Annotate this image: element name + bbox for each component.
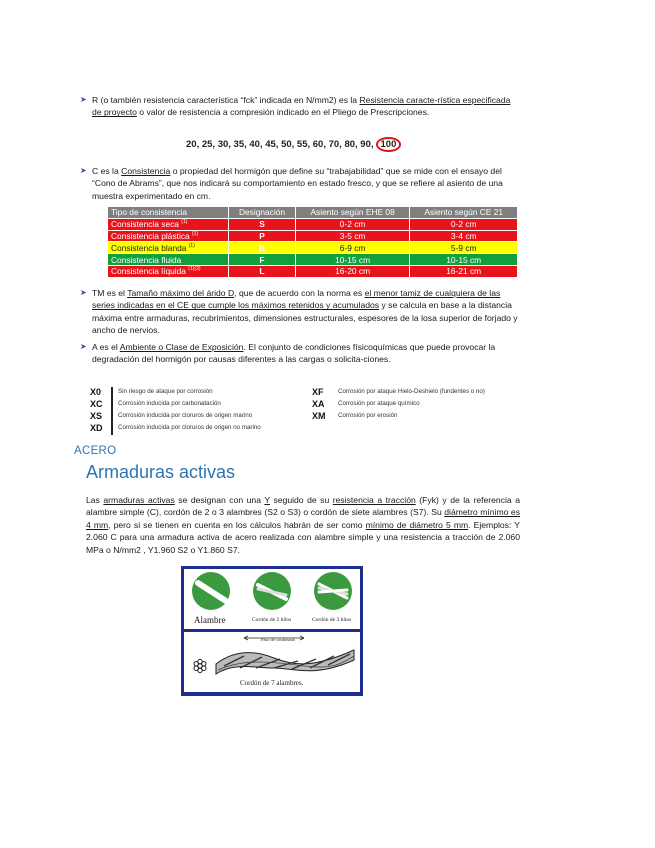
table-row (108, 265, 518, 277)
strength-values: 20, 25, 30, 35, 40, 45, 50, 55, 60, 70, 80, 90, (186, 139, 374, 150)
exposure-code: XD (90, 423, 103, 433)
type-cell: Consistencia plástica $^{(1)}$ (108, 230, 229, 242)
table-row (108, 230, 518, 242)
table-row (108, 218, 518, 230)
type-cell: Consistencia seca $^{(1)}$ (108, 218, 229, 230)
text: TM es el (92, 288, 128, 298)
circled-value: 100 (376, 137, 402, 152)
exposure-desc: Corrosión por ataque Hielo-Deshielo (fundentes o no) (338, 388, 485, 395)
code-cell: L (229, 265, 296, 277)
label-cordon-2: Cordón de 2 hilos (252, 617, 292, 623)
tendon-figure (181, 566, 363, 696)
underlined-term: Tamaño máximo del árido D (127, 288, 235, 298)
label-cordon-3: Cordón de 3 hilos (312, 617, 352, 623)
exposure-desc: Corrosión por ataque químico (338, 400, 420, 407)
figure-top-panel (184, 569, 360, 629)
header-cell: Tipo de consistencia (108, 207, 229, 219)
header-cell: Asiento según EHE 08 (295, 207, 410, 219)
text: y se calcula en base a la distancia máxima entre armaduras, recubrimientos, dimensiones estructurales, espesores de la losa superior de forjado y ancho de nervios. (92, 300, 518, 336)
bullet-arrow-icon: ➤ (80, 95, 87, 104)
bullet-ambiente (80, 341, 522, 366)
ce-cell: 5-9 cm (410, 242, 518, 254)
table-row (108, 242, 518, 254)
header-cell: Designación (229, 207, 296, 219)
ehe-cell: 3-5 cm (295, 230, 410, 242)
exposure-desc: Sin riesgo de ataque por corrosión (118, 388, 213, 395)
exposure-desc: Corrosión por erosión (338, 412, 398, 419)
table-row (108, 254, 518, 266)
exposure-code: XC (90, 399, 103, 409)
exposure-code: XM (312, 411, 326, 421)
text: C es la (92, 166, 122, 176)
type-cell: Consistencia líquida $^{(1)(2)}$ (108, 265, 229, 277)
label-cordon-7: Cordón de 7 alambres. (240, 679, 304, 687)
header-cell: Asiento según CE 21 (410, 207, 518, 219)
section-heading-acero: ACERO (74, 445, 117, 457)
underlined-term: Resistencia caracte-rística especificada de proyecto (92, 95, 511, 118)
bullet-resistencia (80, 94, 522, 119)
armaduras-paragraph: Las armaduras activas se designan con una Y seguido de su resistencia a tracción (Fyk) y de la referencia a alambre simple (C), cordón de 2 o 3 alambres (S2 o S3) o cordón de siete alambres (S7). Su diámetro mínimo es 4 mm, pero si se tienen en cuenta en los cálculos habrán de ser como mínimo de diámetro 5 mm. Ejemplos: Y 2.060 C para una armadura activa de acero realizada con alambre simple y una resistencia a tracción de 2.060 MPa o N/mm2 , Y1.960 S2 o Y1.860 S7. (86, 495, 521, 555)
ehe-cell: 10-15 cm (295, 254, 410, 266)
bullet-tamano (80, 287, 522, 337)
ce-cell: 0-2 cm (410, 218, 518, 230)
code-cell: F (229, 254, 296, 266)
ce-cell: 10-15 cm (410, 254, 518, 266)
ce-cell: 16-21 cm (410, 265, 518, 277)
divider (111, 387, 113, 435)
bullet-arrow-icon: ➤ (80, 166, 87, 175)
text: R (o también resistencia característica “fck” indicada en N/mm2) es la (92, 95, 360, 105)
label-paso: Paso de cordonado (261, 637, 295, 642)
consistency-table (107, 206, 518, 278)
underlined-term: el menor tamiz de cualquiera de las series indicadas en el CE que cumple los máximos retenidos y acumulados (92, 288, 501, 311)
strength-series (186, 137, 401, 152)
section-heading-armaduras: Armaduras activas (86, 462, 236, 482)
exposure-desc: Corrosión inducida por carbonatación (118, 400, 221, 407)
label-alambre: Alambre (194, 615, 226, 625)
bullet-consistencia (80, 165, 522, 202)
code-cell: P (229, 230, 296, 242)
ce-cell: 3-4 cm (410, 230, 518, 242)
exposure-code: X0 (90, 387, 102, 397)
figure-bottom-panel (184, 632, 360, 692)
ehe-cell: 16-20 cm (295, 265, 410, 277)
text: o propiedad del hormigón que define su “trabajabilidad” que se mide con el ensayo del “Cono de Abrams”, que nos indicará su comportamiento en estado fresco, y que se refiere al asiento de una muestra experimentado en cm. (92, 166, 503, 201)
text: o valor de resistencia a compresión indicado en el Pliego de Prescripciones. (136, 107, 430, 118)
underlined-term: Consistencia (121, 166, 171, 176)
bullet-arrow-icon: ➤ (80, 342, 87, 351)
text: . El conjunto de condiciones físicoquímicas que puede provocar la degradación del hormigón por causas diferentes a las cargas o solicita-ciones. (92, 342, 496, 365)
exposure-code: XS (90, 411, 103, 421)
exposure-desc: Corrosión inducida por cloruros de origen marino (118, 412, 253, 419)
table-header-row (108, 207, 518, 219)
underlined-term: Ambiente o Clase de Exposición (119, 342, 244, 352)
type-cell: Consistencia blanda $^{(1)}$ (108, 242, 229, 254)
exposure-desc: Corrosión inducida por cloruros de origen no marino (118, 424, 261, 431)
text: A es el (92, 342, 120, 352)
type-cell: Consistencia fluida (108, 254, 229, 266)
bullet-arrow-icon: ➤ (80, 288, 87, 297)
text: , que de acuerdo con la norma es (234, 288, 365, 298)
exposure-code: XA (312, 399, 325, 409)
ehe-cell: 6-9 cm (295, 242, 410, 254)
exposure-code: XF (312, 387, 324, 397)
code-cell: S (229, 218, 296, 230)
code-cell: B (229, 242, 296, 254)
ehe-cell: 0-2 cm (295, 218, 410, 230)
